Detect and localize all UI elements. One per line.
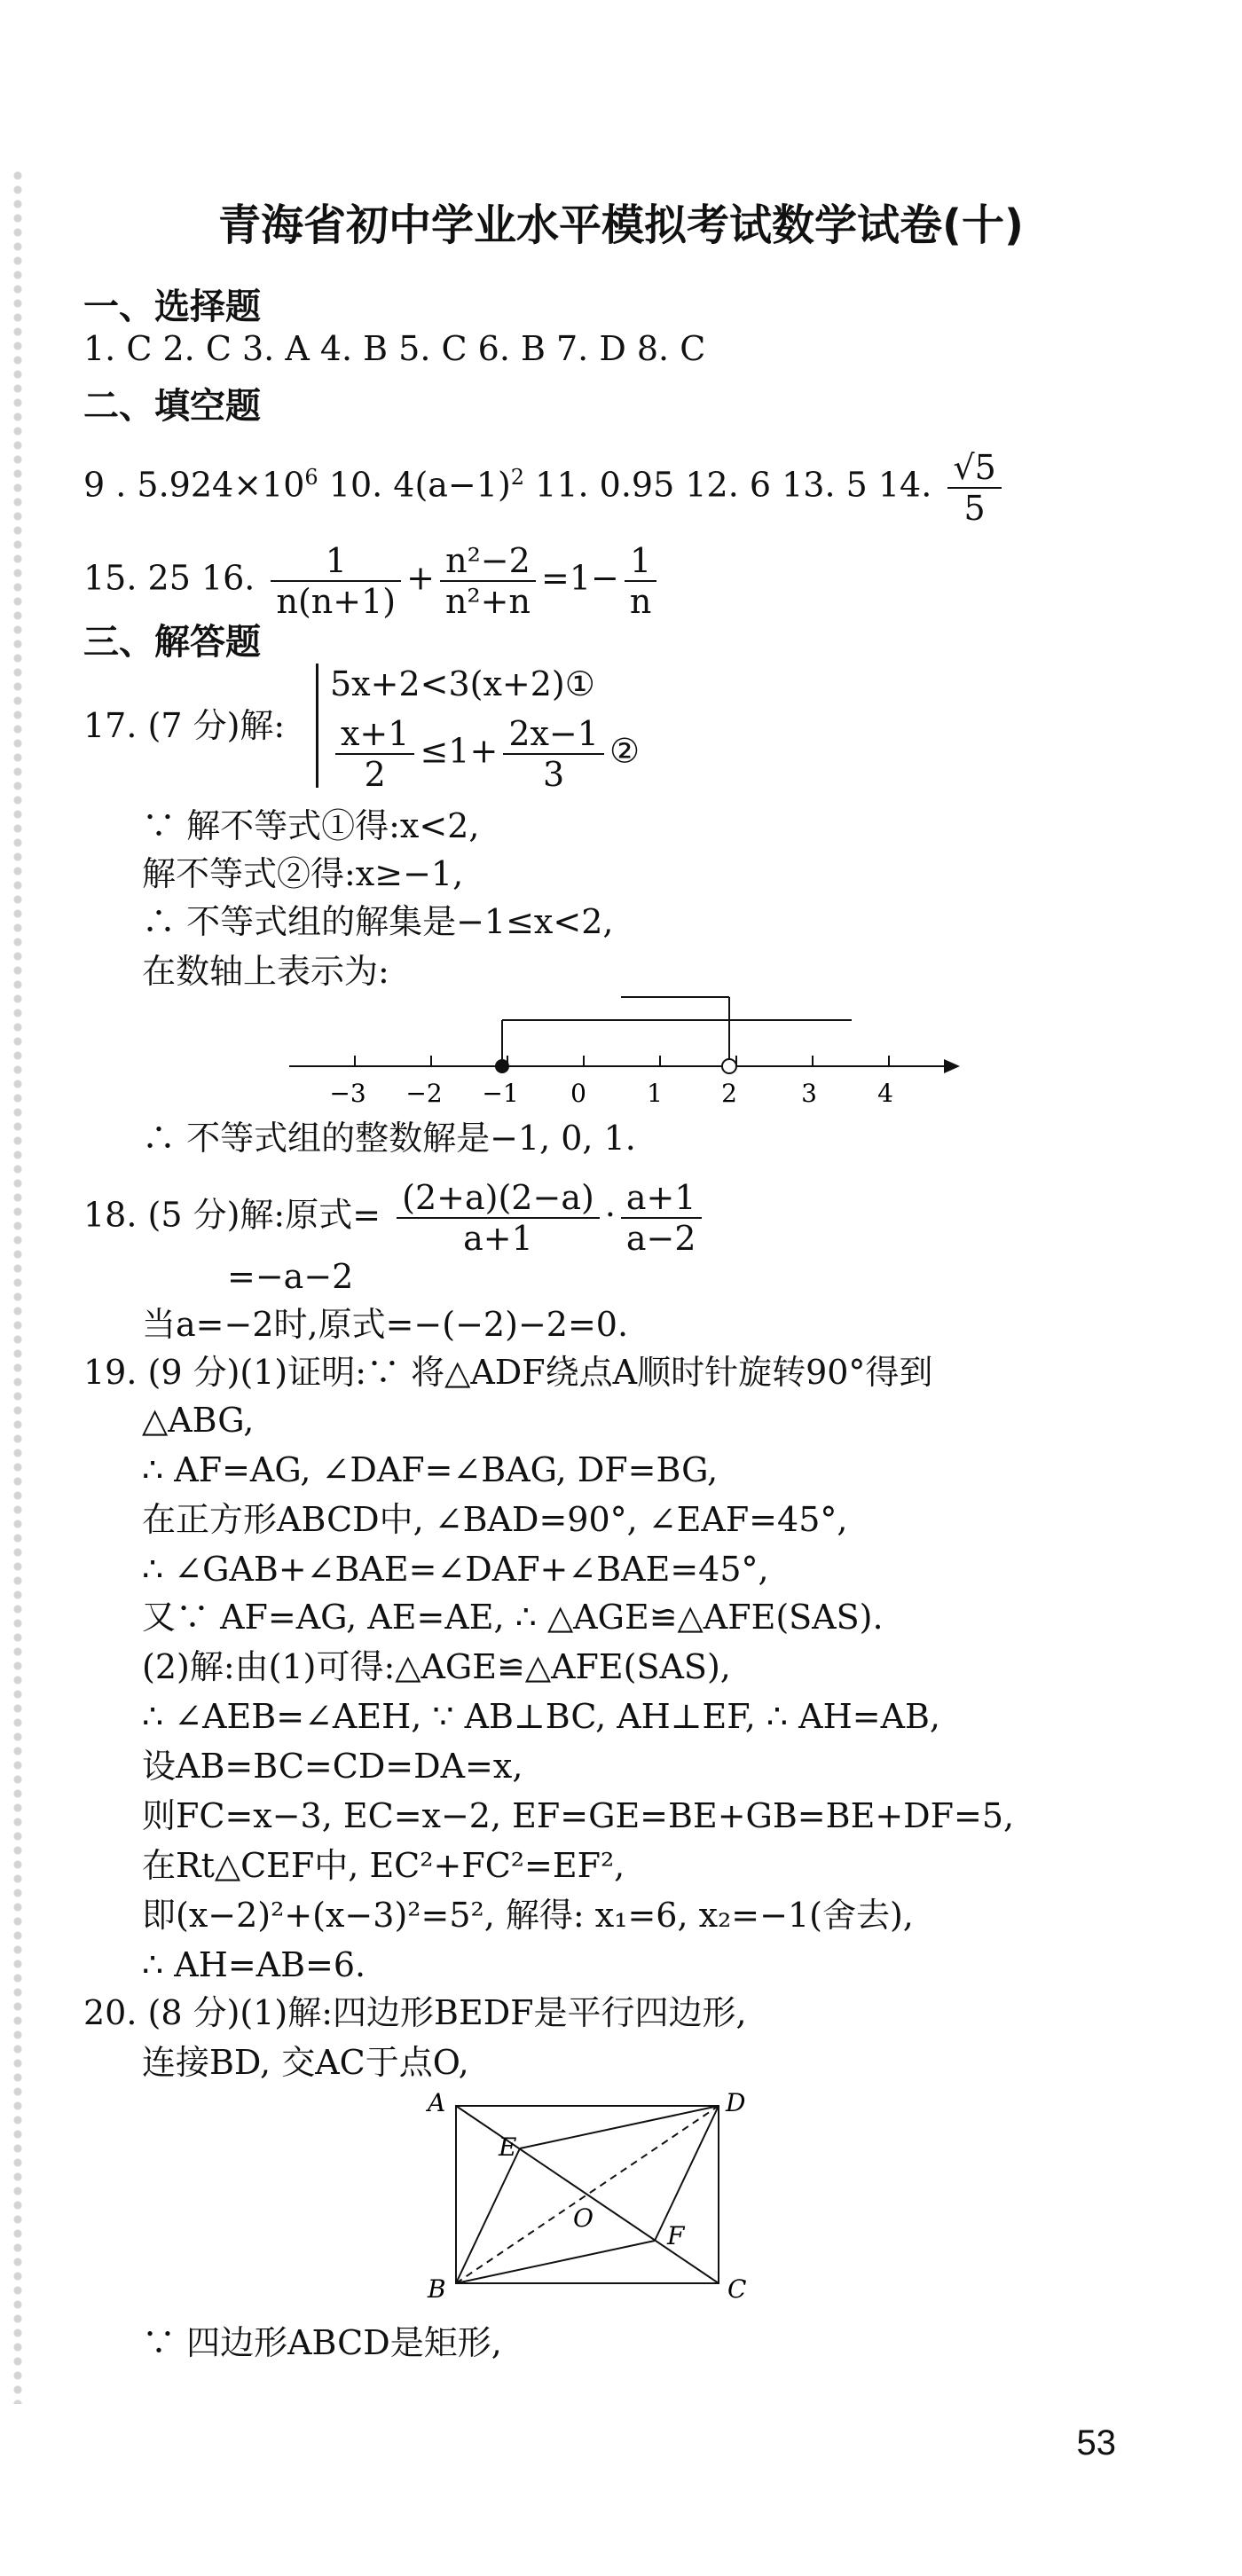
q18-expression: 18. (5 分)解:原式= $\frac{(2+a)(2-a)}{a+1}$ · $\frac{a+1}{a-2}$ xyxy=(83,1178,707,1258)
q17-step-2: 解不等式②得:x≥−1, xyxy=(142,854,464,893)
q17-label: 17. (7 分)解: xyxy=(83,706,286,745)
q19-line: ∴ ∠AEB=∠AEH, ∵ AB⊥BC, AH⊥EF, ∴ AH=AB, xyxy=(142,1697,941,1736)
q14-fraction: $\frac{√5}{5}$ xyxy=(947,448,1001,528)
figure-label-e: E xyxy=(499,2132,517,2162)
q16-fraction-3: $\frac{1}{n}$ xyxy=(625,541,656,621)
choice-answers: 1. C 2. C 3. A 4. B 5. C 6. B 7. D 8. C xyxy=(83,329,706,368)
figure-label-b: B xyxy=(428,2274,446,2304)
figure-label-f: F xyxy=(667,2221,685,2250)
q17-number-line xyxy=(266,985,976,1127)
q20-line: 连接BD, 交AC于点O, xyxy=(142,2043,469,2082)
figure-label-o: O xyxy=(573,2203,593,2233)
axis-tick-label: −2 xyxy=(405,1079,443,1108)
axis-tick-label: 1 xyxy=(647,1079,663,1108)
q19-line: ∴ ∠GAB+∠BAE=∠DAF+∠BAE=45°, xyxy=(142,1550,769,1589)
axis-tick-label: 0 xyxy=(570,1079,586,1108)
page-title: 青海省初中学业水平模拟考试数学试卷(十) xyxy=(218,200,1024,250)
q19-line: 又∵ AF=AG, AE=AE, ∴ △AGE≌△AFE(SAS). xyxy=(142,1598,884,1637)
q19-line: ∴ AF=AG, ∠DAF=∠BAG, DF=BG, xyxy=(142,1450,719,1489)
fill-answers-line1: 9 . $5.924\times 10^6$ 10. $4(a-1)^2$ 11. 0.95 12. 6 13. 5 14. $\frac{√5}{5}$ xyxy=(83,448,1007,528)
q16-fraction-1: $\frac{1}{n(n+1)}$ xyxy=(271,541,401,621)
q20-line: 20. (8 分)(1)解:四边形BEDF是平行四边形, xyxy=(83,1993,747,2032)
q18-simplified: =−a−2 xyxy=(227,1257,354,1296)
axis-tick-label: −1 xyxy=(482,1079,519,1108)
q19-line: 19. (9 分)(1)证明:∵ 将△ADF绕点A顺时针旋转90°得到 xyxy=(83,1353,933,1392)
q19-line: 在Rt△CEF中, EC²+FC²=EF², xyxy=(142,1846,625,1885)
q17-inequality-2: $\frac{x+1}{2}$ ≤1+ $\frac{2x-1}{3}$ ② xyxy=(330,714,640,794)
q17-conclusion: ∴ 不等式组的整数解是−1, 0, 1. xyxy=(142,1119,636,1158)
section-heading-choice: 一、选择题 xyxy=(83,287,261,327)
q19-line: ∴ AH=AB=6. xyxy=(142,1945,366,1984)
q19-line: 即(x−2)²+(x−3)²=5², 解得: x₁=6, x₂=−1(舍去), xyxy=(142,1896,914,1935)
q19-line: △ABG, xyxy=(142,1401,255,1440)
axis-tick-label: 4 xyxy=(877,1079,893,1108)
q17-brace xyxy=(316,664,329,788)
binding-edge xyxy=(0,169,35,2404)
figure-label-a: A xyxy=(428,2088,446,2117)
axis-tick-label: −3 xyxy=(329,1079,366,1108)
q19-line: (2)解:由(1)可得:△AGE≌△AFE(SAS), xyxy=(142,1647,731,1686)
q17-step-3: ∴ 不等式组的解集是−1≤x<2, xyxy=(142,902,614,941)
axis-tick-label: 3 xyxy=(801,1079,817,1108)
figure-label-d: D xyxy=(726,2088,746,2117)
q16-fraction-2: $\frac{\text{n²−2}}{\text{n²+n}}$ xyxy=(440,541,536,621)
q20-rectangle-figure xyxy=(417,2085,772,2315)
q19-line: 设AB=BC=CD=DA=x, xyxy=(142,1747,523,1786)
q20-line: ∵ 四边形ABCD是矩形, xyxy=(142,2323,502,2362)
figure-label-c: C xyxy=(727,2274,747,2304)
q17-step-4: 在数轴上表示为: xyxy=(142,952,389,991)
section-heading-fill: 二、填空题 xyxy=(83,386,261,427)
q19-line: 在正方形ABCD中, ∠BAD=90°, ∠EAF=45°, xyxy=(142,1500,848,1539)
page-number: 53 xyxy=(1076,2423,1116,2462)
q18-evaluation: 当a=−2时,原式=−(−2)−2=0. xyxy=(142,1305,629,1344)
q19-line: 则FC=x−3, EC=x−2, EF=GE=BE+GB=BE+DF=5, xyxy=(142,1796,1015,1835)
axis-tick-label: 2 xyxy=(721,1079,737,1108)
q17-inequality-1: 5x+2<3(x+2)① xyxy=(330,664,595,703)
section-heading-solve: 三、解答题 xyxy=(83,622,261,663)
fill-answers-line2: 15. 25 16. $\frac{1}{n(n+1)}$ + $\frac{\text{n²−2}}{\text{n²+n}}$ =1− $\frac{1}{n}$ xyxy=(83,541,662,621)
q17-step-1: ∵ 解不等式①得:x<2, xyxy=(142,806,480,845)
